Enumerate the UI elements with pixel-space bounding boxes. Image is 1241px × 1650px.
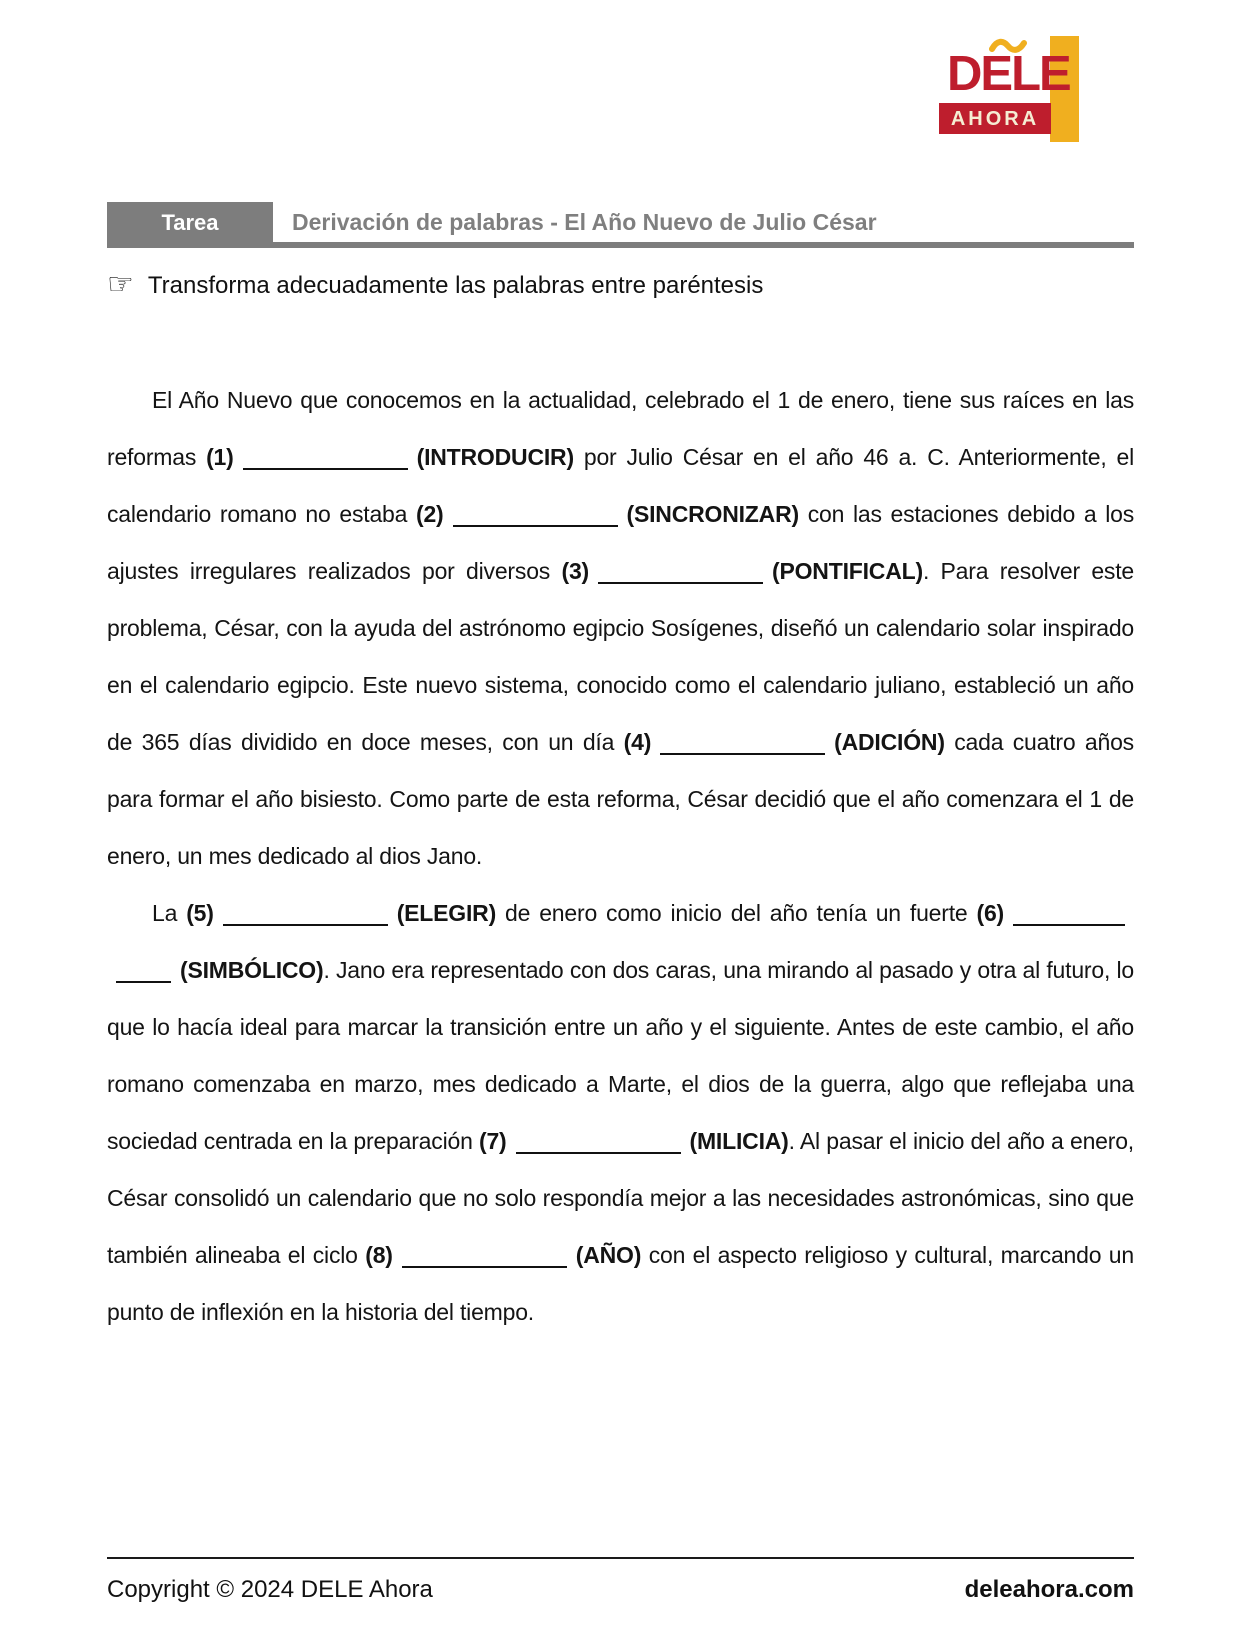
- exercise-text: [107, 372, 1134, 1341]
- bold-word: (SIMBÓLICO): [180, 957, 324, 983]
- bold-word: (5): [186, 900, 214, 926]
- bold-word: (1): [206, 444, 234, 470]
- bold-word: (6): [976, 900, 1005, 926]
- task-title: Derivación de palabras - El Año Nuevo de Julio César: [292, 208, 877, 235]
- logo-red-band: [939, 103, 1051, 134]
- text-run: de enero como inicio del año tenía un fuerte: [496, 900, 977, 926]
- text-run: cada cuatro años para formar el año bisiesto. Como parte de esta reforma, César decidió que el año comenzara el 1 de enero, un mes dedicado al dios Jano.: [107, 729, 1134, 869]
- task-tag: Tarea: [107, 202, 273, 248]
- text-run: con el aspecto religioso y cultural, marcando un punto de inflexión en la historia del tiempo.: [107, 1242, 1134, 1325]
- text-run: . Jano era representado con dos caras, una mirando al pasado y otra al futuro, lo que lo hacía ideal para marcar la transición entre un año y el siguiente. Antes de este cambio, el año romano comenzaba en marzo, mes dedicado a Marte, el dios de la guerra, algo que reflejaba una sociedad centrada en la preparación: [107, 957, 1134, 1154]
- text-run: por Julio César en el año 46 a. C. Anteriormente, el calendario romano no estaba: [107, 444, 1134, 527]
- answer-blank: [598, 561, 763, 584]
- bold-word: (4): [623, 729, 652, 755]
- dele-ahora-logo: [936, 36, 1082, 142]
- text-run: . Al pasar el inicio del año a enero, César consolidó un calendario que no solo respondía mejor a las necesidades astronómicas, sino que también alineaba el ciclo: [107, 1128, 1134, 1268]
- pointing-hand-icon: ☞: [107, 268, 134, 301]
- paragraph-1: [107, 372, 1134, 885]
- logo-subtitle: AHORA: [950, 108, 1040, 130]
- bold-word: (MILICIA): [689, 1128, 789, 1154]
- bold-word: (ELEGIR): [396, 900, 497, 926]
- answer-blank: [1013, 903, 1125, 926]
- answer-blank: [243, 447, 408, 470]
- page-footer: [107, 1557, 1134, 1604]
- answer-blank: [453, 504, 618, 527]
- logo-wordmark: DELE: [947, 47, 1070, 101]
- text-run: El Año Nuevo que conocemos en la actualidad, celebrado el 1 de enero, tiene sus raíces en las reformas: [107, 387, 1134, 470]
- bold-word: (ADICIÓN): [834, 729, 945, 755]
- copyright-text: Copyright © 2024 DELE Ahora: [107, 1576, 433, 1603]
- text-run: . Para resolver este problema, César, con la ayuda del astrónomo egipcio Sosígenes, diseñó un calendario solar inspirado en el calendario egipcio. Este nuevo sistema, conocido como el calendario juliano, estableció un año de 365 días dividido en doce meses, con un día: [107, 558, 1135, 755]
- website-text: deleahora.com: [964, 1576, 1134, 1603]
- text-run: con las estaciones debido a los ajustes irregulares realizados por diversos: [107, 501, 1134, 584]
- logo-tilde-icon: [989, 38, 1027, 54]
- instruction-row: [107, 268, 1134, 301]
- bold-word: (INTRODUCIR): [416, 444, 574, 470]
- bold-word: (2): [415, 501, 444, 527]
- answer-blank: [402, 1245, 567, 1268]
- instruction-text: Transforma adecuadamente las palabras entre paréntesis: [147, 272, 764, 299]
- answer-blank: [116, 960, 171, 983]
- answer-blank: [223, 903, 388, 926]
- task-header: [107, 202, 1134, 248]
- bold-word: (PONTIFICAL): [772, 558, 923, 584]
- bold-word: (AÑO): [575, 1242, 642, 1268]
- bold-word: (8): [365, 1242, 393, 1268]
- text-run: La: [152, 900, 187, 926]
- bold-word: (7): [479, 1128, 507, 1154]
- answer-blank: [516, 1131, 681, 1154]
- bold-word: (3): [561, 558, 590, 584]
- bold-word: (SINCRONIZAR): [626, 501, 799, 527]
- paragraph-2: [107, 885, 1134, 1341]
- answer-blank: [660, 732, 825, 755]
